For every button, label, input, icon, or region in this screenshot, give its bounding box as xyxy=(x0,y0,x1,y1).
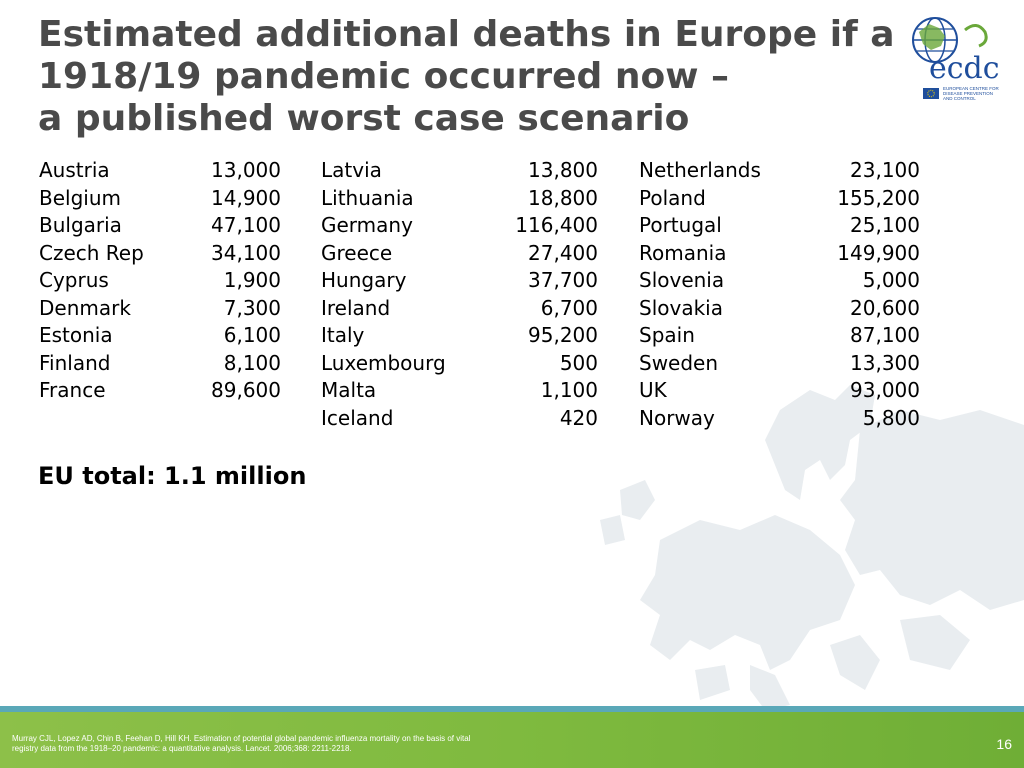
country-row xyxy=(639,185,920,213)
country-name: Hungary xyxy=(321,268,407,292)
eu-total: EU total: 1.1 million xyxy=(38,462,307,490)
death-estimate: 87,100 xyxy=(850,323,920,347)
death-estimate: 93,000 xyxy=(850,378,920,402)
ecdc-wordmark: ecdc xyxy=(929,51,1000,86)
death-estimate: 7,300 xyxy=(223,295,281,320)
country-row xyxy=(639,350,920,378)
country-name: Bulgaria xyxy=(39,213,122,237)
country-name: Czech Rep xyxy=(39,240,144,265)
slide-title xyxy=(38,14,898,140)
ecdc-logo xyxy=(905,10,1015,105)
country-name: Austria xyxy=(39,158,110,182)
country-name: Ireland xyxy=(321,295,391,320)
country-name: Germany xyxy=(321,213,413,237)
death-estimate: 23,100 xyxy=(850,158,920,182)
death-estimate: 1,100 xyxy=(540,378,598,402)
death-estimate: 5,000 xyxy=(862,268,920,292)
country-name: Finland xyxy=(39,350,111,375)
death-estimate: 37,700 xyxy=(528,268,598,292)
country-name: Italy xyxy=(321,323,365,347)
country-row xyxy=(639,240,920,268)
death-estimate: 20,600 xyxy=(850,295,920,320)
death-estimate: 1,900 xyxy=(223,268,281,292)
country-name: Luxembourg xyxy=(321,350,446,375)
country-name: Spain xyxy=(639,323,695,347)
country-name: Iceland xyxy=(321,405,394,430)
country-name: Norway xyxy=(639,405,715,430)
country-name: Estonia xyxy=(39,323,113,347)
country-name: Greece xyxy=(321,240,393,265)
page-number: 16 xyxy=(996,736,1012,752)
death-estimate: 47,100 xyxy=(211,213,281,237)
ecdc-subtitle-line-3: AND CONTROL xyxy=(943,96,976,101)
country-name: Portugal xyxy=(639,213,722,237)
country-row xyxy=(321,295,598,323)
country-name: Denmark xyxy=(39,295,131,320)
country-row xyxy=(639,405,920,433)
death-estimate: 8,100 xyxy=(223,350,281,375)
country-row xyxy=(39,267,281,295)
death-estimate: 14,900 xyxy=(211,185,281,210)
country-row xyxy=(39,295,281,323)
footer-bar xyxy=(0,712,1024,768)
country-row xyxy=(39,212,281,240)
death-estimate: 116,400 xyxy=(515,213,598,237)
death-estimate: 6,100 xyxy=(223,323,281,347)
country-row xyxy=(39,377,281,405)
country-name: Slovakia xyxy=(639,295,723,320)
death-estimate: 25,100 xyxy=(850,213,920,237)
country-row xyxy=(321,157,598,185)
country-row xyxy=(321,405,598,433)
country-row xyxy=(321,267,598,295)
country-row xyxy=(321,377,598,405)
country-name: Poland xyxy=(639,185,706,210)
country-name: Latvia xyxy=(321,158,382,182)
death-estimate: 13,800 xyxy=(528,158,598,182)
death-estimate: 18,800 xyxy=(528,185,598,210)
country-name: Malta xyxy=(321,378,377,402)
death-estimate: 95,200 xyxy=(528,323,598,347)
death-estimate: 155,200 xyxy=(837,185,920,210)
death-estimate: 34,100 xyxy=(211,240,281,265)
country-row xyxy=(639,377,920,405)
country-row xyxy=(321,350,598,378)
country-name: Lithuania xyxy=(321,185,414,210)
ecdc-subtitle-line-2: DISEASE PREVENTION xyxy=(943,91,994,96)
ecdc-subtitle-line-1: EUROPEAN CENTRE FOR xyxy=(943,86,999,91)
country-row xyxy=(639,267,920,295)
death-estimate: 149,900 xyxy=(837,240,920,265)
death-estimate: 420 xyxy=(559,405,598,430)
country-name: Romania xyxy=(639,240,727,265)
country-row xyxy=(39,350,281,378)
country-row xyxy=(39,157,281,185)
death-estimate: 13,000 xyxy=(211,158,281,182)
country-row xyxy=(39,322,281,350)
country-row xyxy=(39,185,281,213)
death-estimate: 13,300 xyxy=(850,350,920,375)
death-estimate: 27,400 xyxy=(528,240,598,265)
citation-text: Murray CJL, Lopez AD, Chin B, Feehan D, Hill KH. Estimation of potential global pandemic influenza mortality on the basis of vital registry data from the 1918–20 pandemic: a quantitative analysis. Lancet. 2006;368: 2211-2218. xyxy=(12,734,471,753)
country-name: Slovenia xyxy=(639,268,725,292)
country-row xyxy=(639,157,920,185)
country-row xyxy=(321,322,598,350)
death-estimate: 5,800 xyxy=(862,405,920,430)
death-estimate: 500 xyxy=(559,350,598,375)
country-row xyxy=(639,322,920,350)
deaths-column-2 xyxy=(321,157,598,432)
title-line-2: 1918/19 pandemic occurred now – xyxy=(38,56,729,97)
country-name: UK xyxy=(639,378,667,402)
country-name: Sweden xyxy=(639,350,719,375)
country-row xyxy=(321,240,598,268)
ecdc-subtitle xyxy=(943,86,999,101)
country-name: France xyxy=(39,378,106,402)
country-name: Cyprus xyxy=(39,268,109,292)
country-row xyxy=(321,185,598,213)
title-line-3: a published worst case scenario xyxy=(38,98,690,139)
death-estimate: 89,600 xyxy=(211,378,281,402)
country-row xyxy=(321,212,598,240)
title-line-1: Estimated additional deaths in Europe if a xyxy=(38,14,895,55)
country-row xyxy=(639,295,920,323)
deaths-column-1 xyxy=(39,157,281,405)
country-row xyxy=(39,240,281,268)
death-estimate: 6,700 xyxy=(540,295,598,320)
country-name: Netherlands xyxy=(639,158,761,182)
deaths-column-3 xyxy=(639,157,920,432)
country-row xyxy=(639,212,920,240)
country-name: Belgium xyxy=(39,185,121,210)
